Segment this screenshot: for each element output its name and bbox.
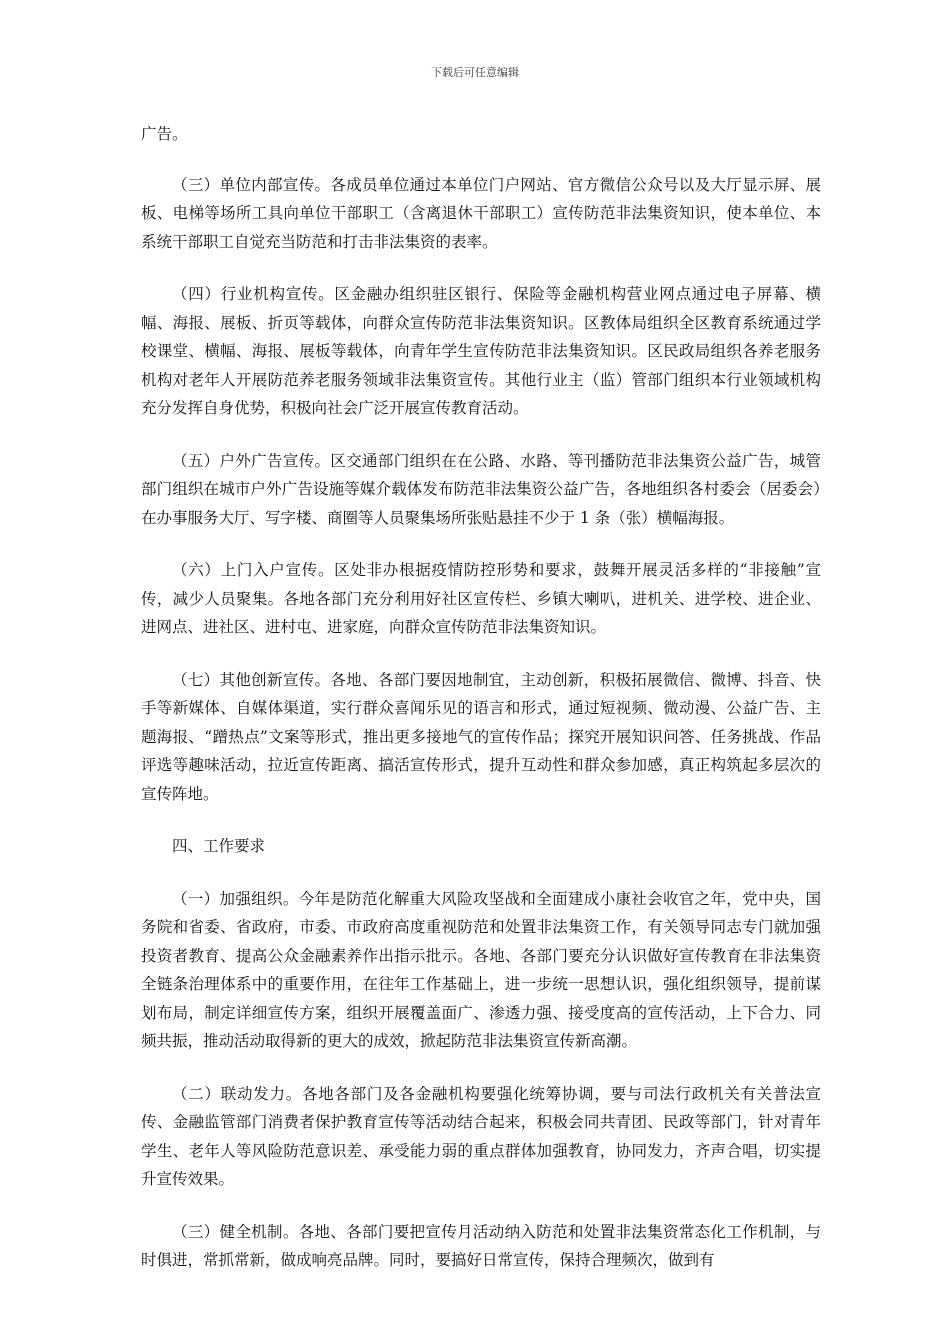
paragraph-industry-publicity: （四）行业机构宣传。区金融办组织驻区银行、保险等金融机构营业网点通过电子屏幕、横幅、海报、展板、折页等载体，向群众宣传防范非法集资知识。区教体局组织全区教育系统通过学校课堂、横幅、海报、展板等载体，向青年学生宣传防范非法集资知识。区民政局组织各养老服务机构对老年人开展防范养老服务领域非法集资宣传。其他行业主（监）管部门组织本行业领域机构充分发挥自身优势，积极向社会广泛开展宣传教育活动。 xyxy=(141,285,821,417)
page-header: 下载后可任意编辑 xyxy=(431,66,519,79)
paragraph-improve-mechanism: （三）健全机制。各地、各部门要把宣传月活动纳入防范和处置非法集资常态化工作机制，与时俱进，常抓常新，做成响亮品牌。同时，要搞好日常宣传，保持合理频次，做到有 xyxy=(141,1222,821,1269)
section-heading-work-requirements: 四、工作要求 xyxy=(172,837,266,855)
document-body xyxy=(141,120,821,1299)
paragraph-innovative-publicity: （七）其他创新宣传。各地、各部门要因地制宜，主动创新，积极拓展微信、微博、抖音、快手等新媒体、自媒体渠道，实行群众喜闻乐见的语言和形式，通过短视频、微动漫、公益广告、主题海报、“蹭热点”文案等形式，推出更多接地气的宣传作品；探究开展知识问答、任务挑战、作品评选等趣味活动，拉近宣传距离、搞活宣传形式，提升互动性和群众参加感，真正构筑起多层次的宣传阵地。 xyxy=(141,670,821,803)
paragraph-continuation: 广告。 xyxy=(141,125,188,143)
paragraph-strengthen-organization: （一）加强组织。今年是防范化解重大风险攻坚战和全面建成小康社会收官之年，党中央，国务院和省委、省政府，市委、市政府高度重视防范和处置非法集资工作，有关领导同志专门就加强投资者教育、提高公众金融素养作出指示批示。各地、各部门要充分认识做好宣传教育在非法集资全链条治理体系中的重要作用，在往年工作基础上，进一步统一思想认识，强化组织领导，提前谋划布局，制定详细宣传方案，组织开展覆盖面广、渗透力强、接受度高的宣传活动，上下合力、同频共振，推动活动取得新的更大的成效，掀起防范非法集资宣传新高潮。 xyxy=(141,889,821,1050)
paragraph-outdoor-ads: （五）户外广告宣传。区交通部门组织在在公路、水路、等刊播防范非法集资公益广告，城管部门组织在城市户外广告设施等媒介载体发布防范非法集资公益广告，各地组织各村委会（居委会）在办事服务大厅、写字楼、商圈等人员聚集场所张贴悬挂不少于 1 条（张）横幅海报。 xyxy=(141,451,821,527)
paragraph-joint-effort: （二）联动发力。各地各部门及各金融机构要强化统筹协调，要与司法行政机关有关普法宣传、金融监管部门消费者保护教育宣传等活动结合起来，积极会同共青团、民政等部门，针对青年学生、老年人等风险防范意识差、承受能力弱的重点群体加强教育，协同发力，齐声合唱，切实提升宣传效果。 xyxy=(141,1084,821,1188)
paragraph-door-to-door: （六）上门入户宣传。区处非办根据疫情防控形势和要求，鼓舞开展灵活多样的“非接触”宣传，减少人员聚集。各地各部门充分利用好社区宣传栏、乡镇大喇叭，进机关、进学校、进企业、进网点、进社区、进村屯、进家庭，向群众宣传防范非法集资知识。 xyxy=(141,561,821,636)
paragraph-internal-publicity: （三）单位内部宣传。各成员单位通过本单位门户网站、官方微信公众号以及大厅显示屏、展板、电梯等场所工具向单位干部职工（含离退休干部职工）宣传防范非法集资知识，使本单位、本系统干部职工自觉充当防范和打击非法集资的表率。 xyxy=(141,175,821,251)
